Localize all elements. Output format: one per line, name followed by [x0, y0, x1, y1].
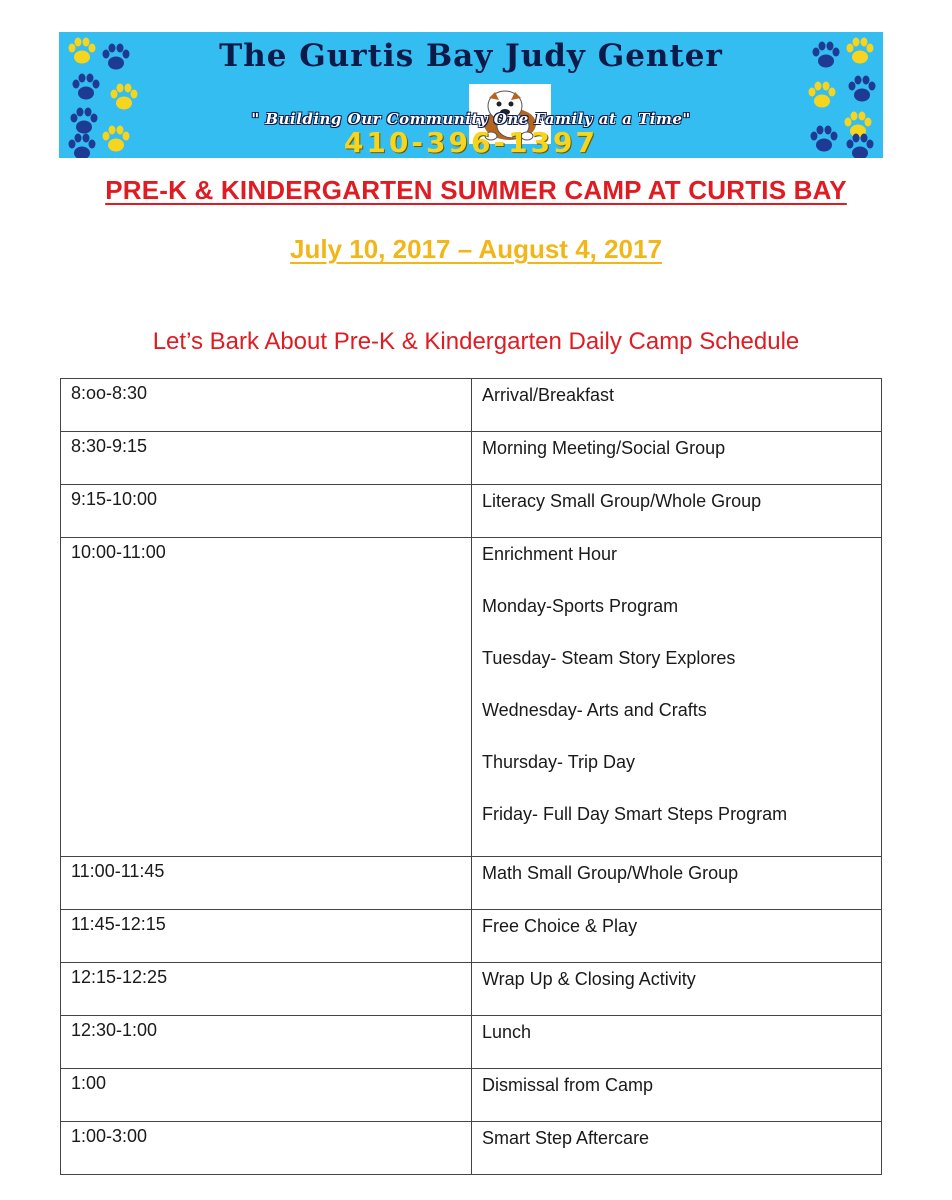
- table-row: [61, 910, 882, 963]
- activity-cell: [472, 1016, 882, 1069]
- schedule-table: [60, 378, 882, 1175]
- activity-text: Wrap Up & Closing Activity: [482, 969, 696, 989]
- table-row: [61, 857, 882, 910]
- time-cell: 1:00-3:00: [61, 1122, 472, 1175]
- time-cell: 12:30-1:00: [61, 1016, 472, 1069]
- activity-text: Dismissal from Camp: [482, 1075, 654, 1095]
- schedule-heading: Let’s Bark About Pre-K & Kindergarten Daily Camp Schedule: [152, 328, 800, 355]
- activity-cell: [472, 1122, 882, 1175]
- activity-cell: [472, 432, 882, 485]
- activity-cell: [472, 485, 882, 538]
- paw-print-icon: [107, 82, 141, 112]
- activity-cell: [472, 538, 882, 857]
- activity-text: Friday- Full Day Smart Steps Program: [482, 804, 788, 824]
- table-row: [61, 432, 882, 485]
- activity-text: Monday-Sports Program: [482, 596, 679, 616]
- activity-cell: [472, 963, 882, 1016]
- time-cell: 8:oo-8:30: [61, 379, 472, 432]
- banner-tagline: " Building Our Community One Family at a Time": [251, 110, 691, 128]
- paw-print-icon: [845, 74, 879, 104]
- table-row: [61, 1069, 882, 1122]
- time-cell: 11:00-11:45: [61, 857, 472, 910]
- time-cell: 9:15-10:00: [61, 485, 472, 538]
- activity-text: Smart Step Aftercare: [482, 1128, 650, 1148]
- activity-text: Tuesday- Steam Story Explores: [482, 648, 736, 668]
- time-cell: 11:45-12:15: [61, 910, 472, 963]
- table-row: [61, 485, 882, 538]
- activity-cell: [472, 857, 882, 910]
- time-cell: 12:15-12:25: [61, 963, 472, 1016]
- activity-text: Arrival/Breakfast: [482, 385, 615, 405]
- header-banner: [59, 32, 883, 158]
- activity-cell: [472, 379, 882, 432]
- table-row: [61, 538, 882, 857]
- table-row: [61, 379, 882, 432]
- schedule-table-body: [61, 379, 882, 1175]
- activity-text: Math Small Group/Whole Group: [482, 863, 739, 883]
- activity-cell: [472, 910, 882, 963]
- activity-text: Literacy Small Group/Whole Group: [482, 491, 762, 511]
- banner-title: The Gurtis Bay Judy Genter: [219, 38, 723, 74]
- paw-print-icon: [805, 80, 839, 110]
- activity-text: Wednesday- Arts and Crafts: [482, 700, 707, 720]
- time-cell: 10:00-11:00: [61, 538, 472, 857]
- activity-cell: [472, 1069, 882, 1122]
- table-row: [61, 1016, 882, 1069]
- activity-text: Morning Meeting/Social Group: [482, 438, 726, 458]
- page-title: PRE-K & KINDERGARTEN SUMMER CAMP AT CURTIS BAY: [105, 175, 847, 205]
- activity-text: Lunch: [482, 1022, 532, 1042]
- paw-print-icon: [69, 72, 103, 102]
- activity-text: Thursday- Trip Day: [482, 752, 636, 772]
- time-cell: 1:00: [61, 1069, 472, 1122]
- table-row: [61, 1122, 882, 1175]
- camp-dates: July 10, 2017 – August 4, 2017: [290, 234, 662, 264]
- banner-phone-number: 410-396-1397: [343, 126, 599, 158]
- table-row: [61, 963, 882, 1016]
- activity-text: Free Choice & Play: [482, 916, 638, 936]
- activity-text: Enrichment Hour: [482, 544, 618, 564]
- time-cell: 8:30-9:15: [61, 432, 472, 485]
